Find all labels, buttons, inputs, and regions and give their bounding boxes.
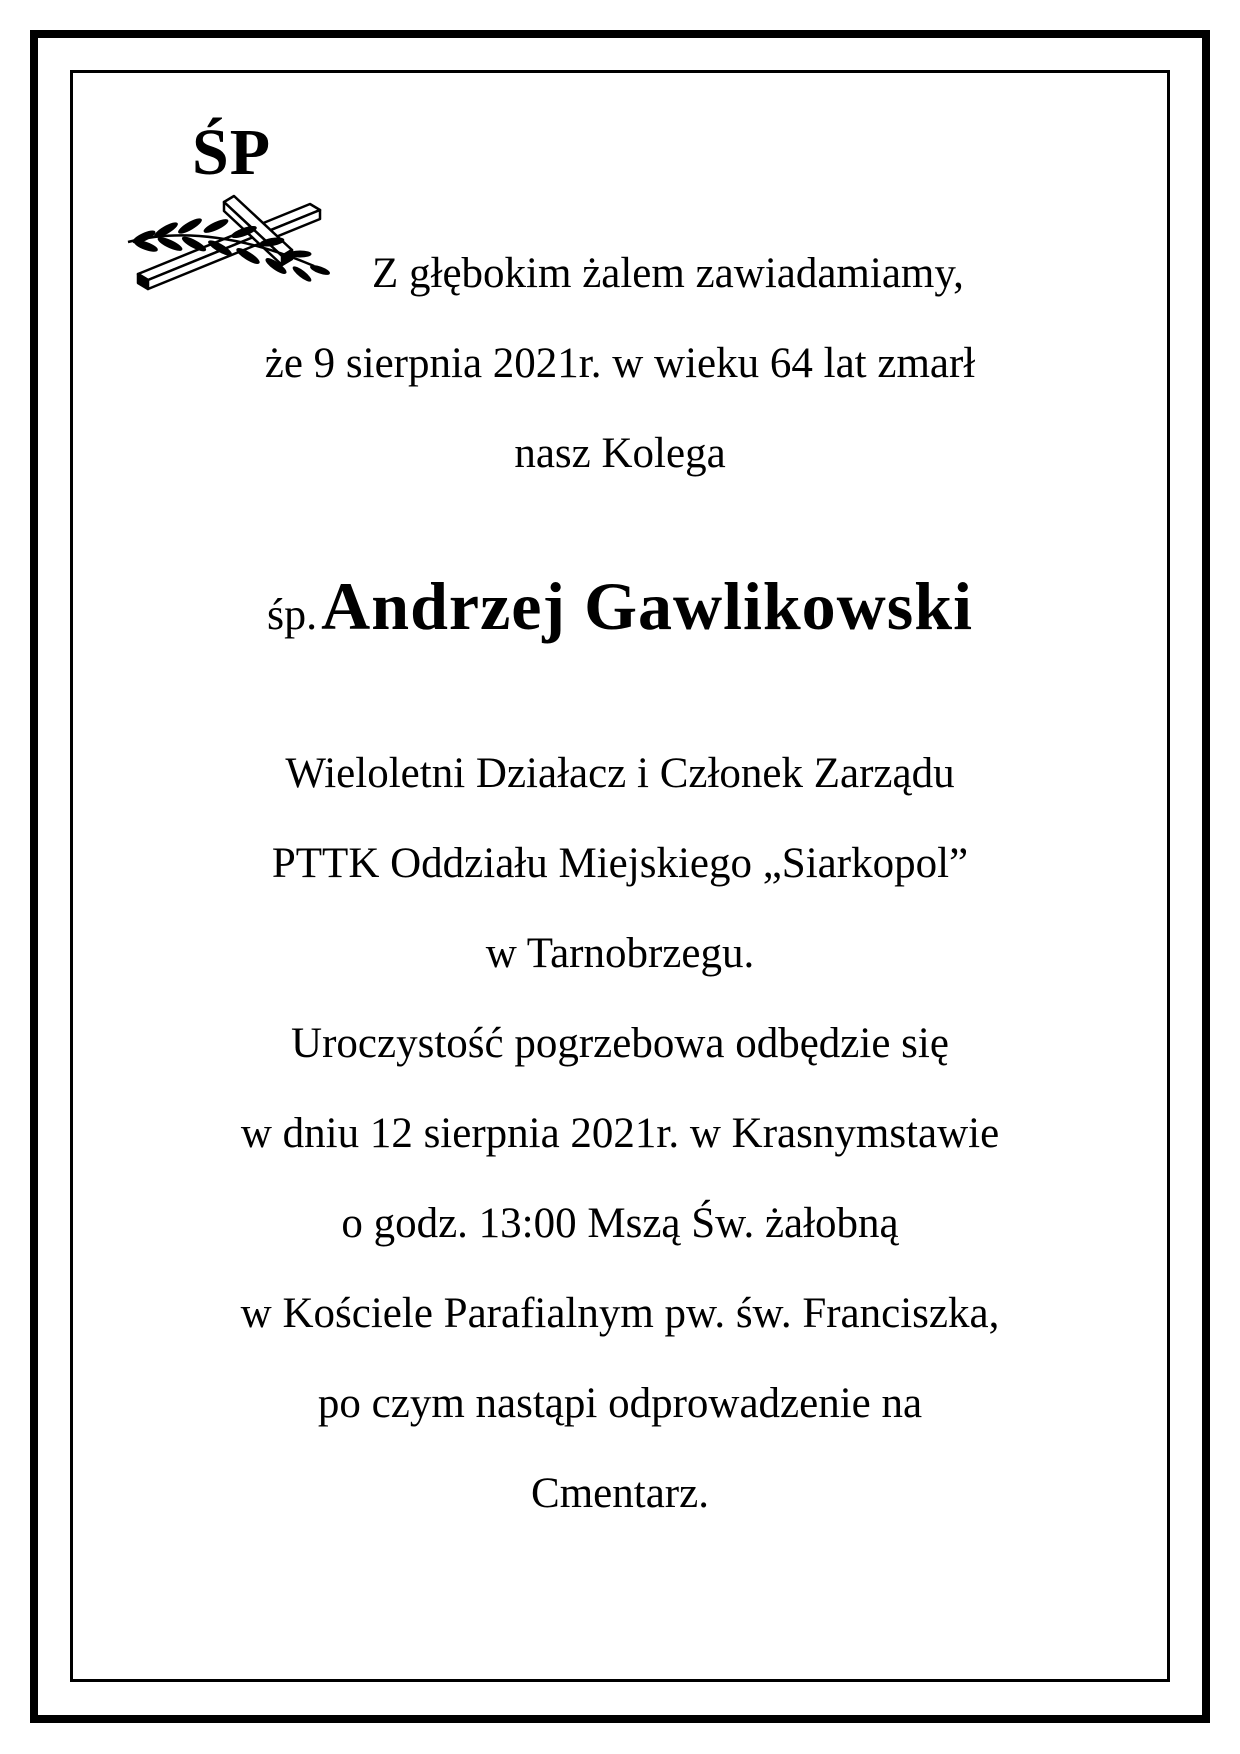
funeral-line-2: w dniu 12 sierpnia 2021r. w Krasnymstawie (240, 1110, 1000, 1157)
deceased-name-line (0, 568, 1240, 644)
announcement-line-3: nasz Kolega (514, 430, 726, 477)
funeral-line-5: po czym nastąpi odprowadzenie na (317, 1380, 923, 1427)
funeral-line-4: w Kościele Parafialnym pw. św. Franciszka, (240, 1290, 1000, 1337)
deceased-prefix: śp. (267, 590, 318, 639)
deceased-name: Andrzej Gawlikowski (321, 568, 973, 644)
announcement-line-2: że 9 sierpnia 2021r. w wieku 64 lat zmarł (264, 340, 976, 387)
description-line-1: Wieloletni Działacz i Członek Zarządu (285, 750, 955, 797)
description-line-2: PTTK Oddziału Miejskiego „Siarkopol” (271, 840, 969, 887)
funeral-line-3: o godz. 13:00 Mszą Św. żałobną (341, 1200, 899, 1247)
funeral-line-6: Cmentarz. (531, 1470, 709, 1517)
announcement-line-1: Z głębokim żalem zawiadamiamy, (372, 250, 964, 297)
description-line-3: w Tarnobrzegu. (485, 930, 755, 977)
funeral-line-1: Uroczystość pogrzebowa odbędzie się (291, 1020, 949, 1067)
cross-with-palm-branch-icon (124, 192, 344, 302)
sp-mark: ŚP (192, 116, 272, 189)
